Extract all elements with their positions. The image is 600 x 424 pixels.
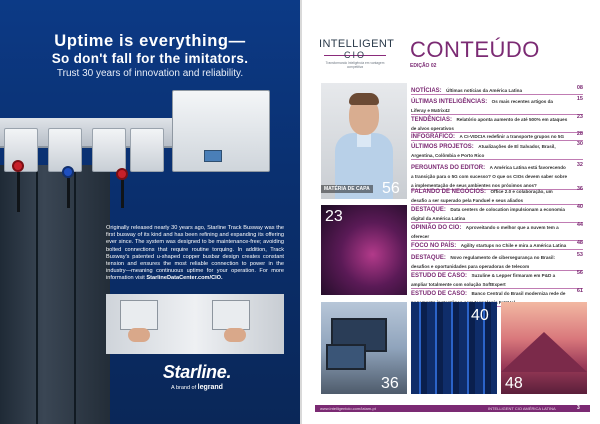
toc-item-description: A CI-VIDCIA redefinir a transporte grupos no 5G [459, 134, 565, 139]
brand-sub-prefix: A brand of [171, 385, 198, 391]
portrait-hair [349, 93, 379, 105]
toc-item-description: Relatório aponta aumento de até 500% em ataques de alvos operativos [411, 117, 568, 131]
toc-item-description: Atualizações de El Salvador, Brasil, Argentina, Colômbia e Porto Rico [411, 144, 556, 158]
toc-item-title: ESTUDO DE CASO: [411, 291, 468, 297]
toc-item-title: PERGUNTAS DO EDITOR: [411, 165, 486, 171]
power-cable [17, 172, 20, 212]
meter-display-icon [204, 150, 222, 162]
power-cable [121, 180, 124, 208]
page-number: 3 [577, 405, 580, 411]
toc-item-page: 28 [576, 131, 583, 137]
toc-item-page: 53 [576, 252, 583, 258]
toc-item-description: Office 2.0 e colaboração, um desafio a ser superado pela Fanduel e seus aliados [411, 189, 553, 203]
thumb-page-number: 48 [505, 375, 523, 392]
toc-item-description: Data centers de colocation impulsionam a economia digital da América Latina [411, 207, 565, 221]
toc-item-page: 61 [576, 288, 583, 294]
tap-box [92, 128, 126, 172]
laptop-image [326, 344, 366, 370]
toc-item-page: 40 [576, 204, 583, 210]
cover-story-page: 56 [382, 180, 400, 197]
starline-logo: Starline. [162, 362, 232, 382]
toc-item-page: 23 [576, 114, 583, 120]
toc-item-title: ÚLTIMAS INTELIGÊNCIAS: [411, 99, 488, 105]
toc-item[interactable] [411, 85, 583, 95]
ad-body-text [106, 225, 284, 283]
toc-item[interactable] [411, 270, 583, 289]
toc-item-title: OPINIÃO DO CIO: [411, 225, 462, 231]
hand-image [128, 328, 150, 342]
masthead-tagline: Transformando Inteligência em vantagem competitiva [325, 61, 385, 69]
toc-item[interactable] [411, 204, 583, 223]
thumb-page-number: 40 [471, 307, 489, 324]
busway-unit [120, 300, 158, 330]
thumb-page-number: 36 [381, 375, 399, 392]
cover-story-label: MATÉRIA DE CAPA [321, 185, 373, 193]
masthead-intelligent: INTELLIGENT [319, 38, 395, 50]
ad-tagline: Trust 30 years of innovation and reliability. [56, 68, 244, 79]
toc-item-title: ESTUDO DE CASO: [411, 273, 468, 279]
toc-item-page: 36 [576, 186, 583, 192]
toc-item[interactable] [411, 131, 583, 141]
ad-body-copy: Originally released nearly 30 years ago, Starline Track Busway was the first busway of its kind and has been refining and expanding its offering ever since. The system was designed to be maintenance-free; avoiding bolted connections that require routine torquing. In addition, Track Busway's patented u-shaped copper busbar design creates constant tension and ensures the most reliable connection to power in the industry—meaning continuous uptime for your operation. For more information visit [106, 225, 284, 282]
toc-item-title: FOCO NO PAÍS: [411, 243, 457, 249]
toc-item[interactable] [411, 96, 583, 115]
ad-headline: Uptime is everything— [54, 32, 246, 50]
legrand-logo: legrand [197, 384, 223, 391]
toc-item-page: 56 [576, 270, 583, 276]
page-gutter [300, 0, 302, 424]
toc-item-page: 15 [576, 96, 583, 102]
toc-item-title: TENDÊNCIAS: [411, 117, 453, 123]
blue-plug-icon [62, 166, 74, 178]
toc-item-title: DESTAQUE: [411, 207, 446, 213]
ad-website-link[interactable]: StarlineDataCenter.com/CIO. [146, 275, 223, 282]
toc-item-page: 32 [576, 162, 583, 168]
toc-item-description: Aproveitando o melhor que a nuvem tem a oferecer [411, 225, 559, 239]
masthead-cio: CIO [343, 50, 366, 60]
ad-subheadline: So don't fall for the imitators. [51, 51, 249, 66]
legrand-brand-line [142, 384, 252, 391]
contents-title: CONTEÚDO [410, 37, 540, 62]
toc-item-description: Os mais recentes artigos da Liferay e Matrix42 [411, 99, 553, 113]
mountain-image [501, 332, 587, 372]
power-cable [67, 178, 70, 208]
toc-item[interactable] [411, 252, 583, 271]
hand-image [224, 328, 246, 342]
cabinet-divider [74, 165, 76, 424]
toc-item-title: NOTÍCIAS: [411, 88, 442, 94]
toc-item-page: 08 [576, 85, 583, 91]
toc-item-description: A América Latina está favorecendo a transição para o 5G com sucesso? O que os CIOs devem saber sobre a implementação de seus ambientes nos próximos anos? [411, 165, 567, 188]
toc-item[interactable] [411, 222, 583, 241]
red-plug-icon [12, 160, 24, 172]
edition-label: EDIÇÃO 02 [410, 63, 437, 69]
busway-unit [212, 300, 250, 330]
toc-item-description: Últimas notícias da América Latina [446, 88, 523, 93]
toc-item-title: INFOGRÁFICO: [411, 134, 455, 140]
cabinet-divider [36, 165, 38, 424]
toc-item-description: Agility startups no Chile e mira a América Latina [460, 243, 567, 248]
tap-box [130, 128, 164, 172]
toc-item-description: Banco Central do Brasil moderniza rede de [471, 291, 566, 296]
toc-item[interactable] [411, 240, 583, 250]
footer-publication: INTELLIGENT CIO AMÉRICA LATINA [488, 406, 556, 411]
toc-item-page: 30 [576, 141, 583, 147]
toc-item[interactable] [411, 186, 583, 205]
toc-item-title: ÚLTIMOS PROJETOS: [411, 144, 474, 150]
toc-item-description: Suzuline & Lepper firmaram em P&D a ampliar totalmente com solução SoftExpert [411, 273, 556, 287]
toc-item-description: Novo regulamento de cibersegurança no Brasil: desafios e oportunidades para operadoras de telecom [411, 255, 556, 269]
thumb-page-number: 23 [325, 208, 343, 225]
toc-item-page: 44 [576, 222, 583, 228]
toc-item-page: 48 [576, 240, 583, 246]
footer-url: www.intelligentcio.com/latam-pt [320, 406, 376, 411]
red-plug-icon [116, 168, 128, 180]
portrait-collar [357, 133, 371, 147]
toc-item[interactable] [411, 141, 583, 160]
toc-item-title: FALANDO DE NEGÓCIOS: [411, 189, 487, 195]
toc-item-title: DESTAQUE: [411, 255, 446, 261]
